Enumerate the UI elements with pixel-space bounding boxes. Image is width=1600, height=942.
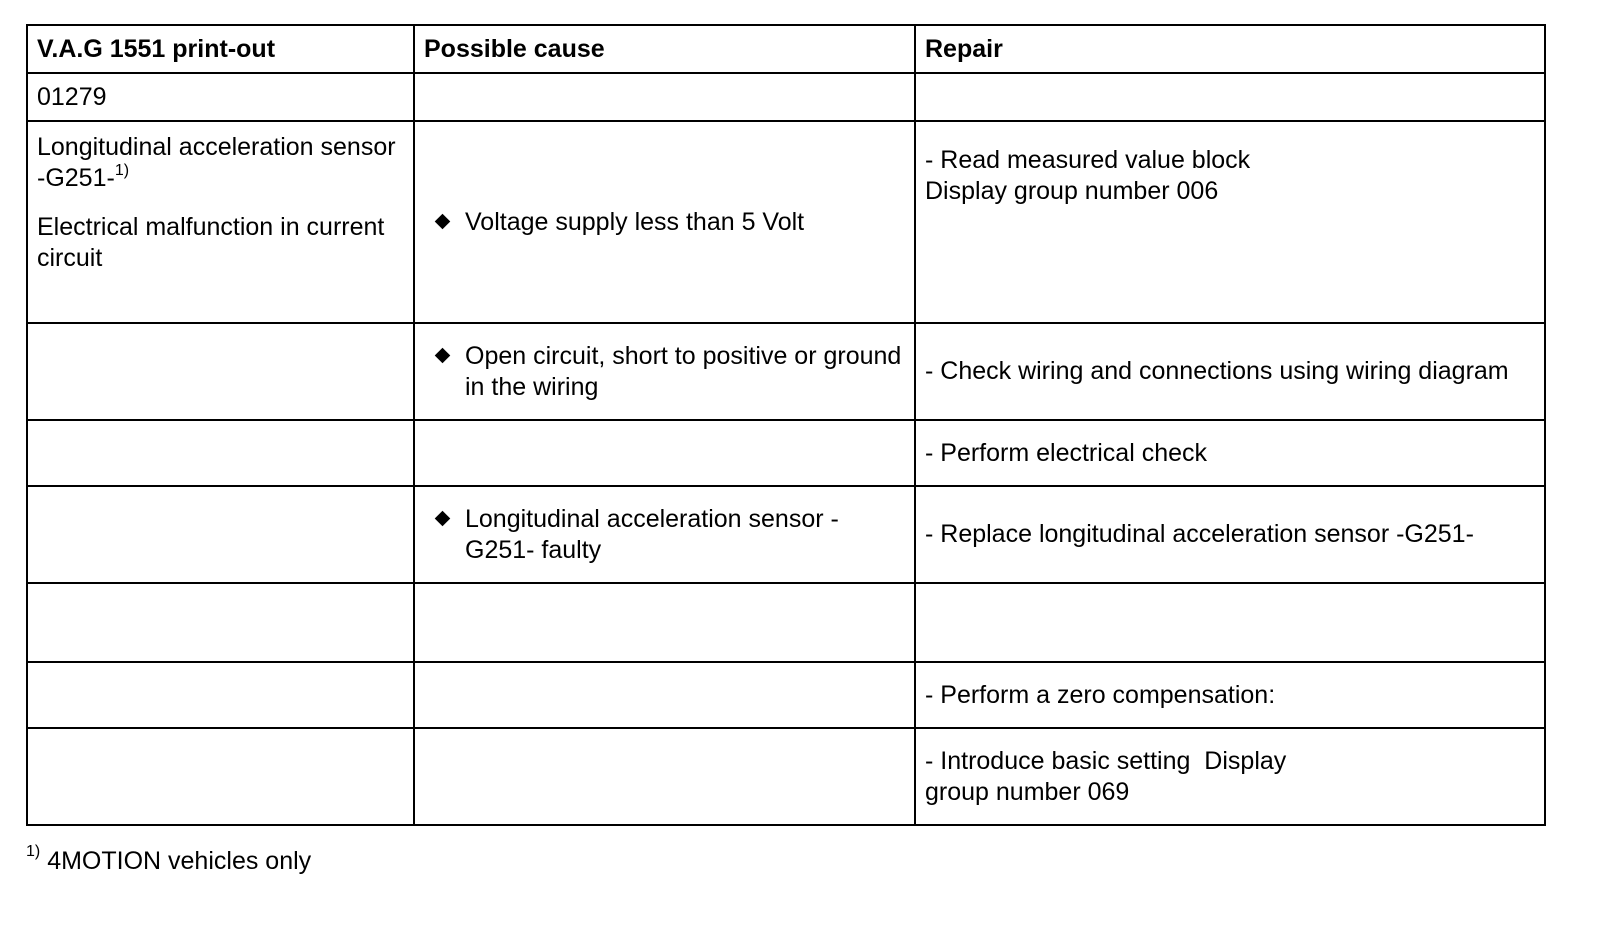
table-header-row [27,25,1545,73]
table-row [27,486,1545,583]
cause-cell [414,662,915,728]
cause-text: Open circuit, short to positive or ground in the wiring [465,341,902,401]
repair-cell: - Check wiring and connections using wiring diagram [915,323,1545,420]
footnote-reference: 1) [114,162,130,179]
cause-cell [414,420,915,486]
repair-text: - Read measured value block [925,146,1251,174]
table-row [27,121,1545,323]
repair-text: group number 069 [925,777,1130,806]
printout-cell [27,662,414,728]
repair-text: Display group number 006 [925,177,1219,205]
header-printout: V.A.G 1551 print-out [27,25,414,73]
repair-text: - Introduce basic setting Display [925,746,1287,775]
table-row [27,583,1545,662]
footnote-marker: 1) [26,843,41,860]
cause-cell [414,121,915,323]
diamond-bullet-icon [435,510,451,526]
table-row [27,73,1545,121]
repair-cell: - Perform electrical check [915,420,1545,486]
repair-cell [915,73,1545,121]
header-repair: Repair [915,25,1545,73]
diagnostic-table [26,24,1546,826]
printout-cell [27,323,414,420]
fault-description-cell [27,121,414,323]
cause-cell [414,73,915,121]
header-possible-cause: Possible cause [414,25,915,73]
printout-cell [27,420,414,486]
cause-cell [414,486,915,583]
cause-text: Longitudinal acceleration sensor -G251- faulty [465,504,839,564]
repair-cell: - Perform a zero compensation: [915,662,1545,728]
fault-type: Electrical malfunction in current circuit [37,213,385,272]
diamond-bullet-icon [435,347,451,363]
cause-cell [414,583,915,662]
footnote [26,843,312,877]
table-row [27,323,1545,420]
printout-cell [27,728,414,825]
table-row [27,420,1545,486]
repair-cell [915,728,1545,825]
cause-text: Voltage supply less than 5 Volt [465,207,805,236]
table-row [27,662,1545,728]
repair-cell [915,583,1545,662]
diamond-bullet-icon [435,213,451,229]
printout-cell [27,583,414,662]
cause-cell [414,728,915,825]
cause-cell [414,323,915,420]
sensor-name: Longitudinal acceleration sensor -G251-$^{1)}$ [37,133,396,192]
repair-cell: - Replace longitudinal acceleration sensor -G251- [915,486,1545,583]
fault-code-cell: 01279 [27,73,414,121]
repair-cell [915,121,1545,323]
table-row [27,728,1545,825]
footnote-text: 4MOTION vehicles only [47,847,312,875]
printout-cell [27,486,414,583]
